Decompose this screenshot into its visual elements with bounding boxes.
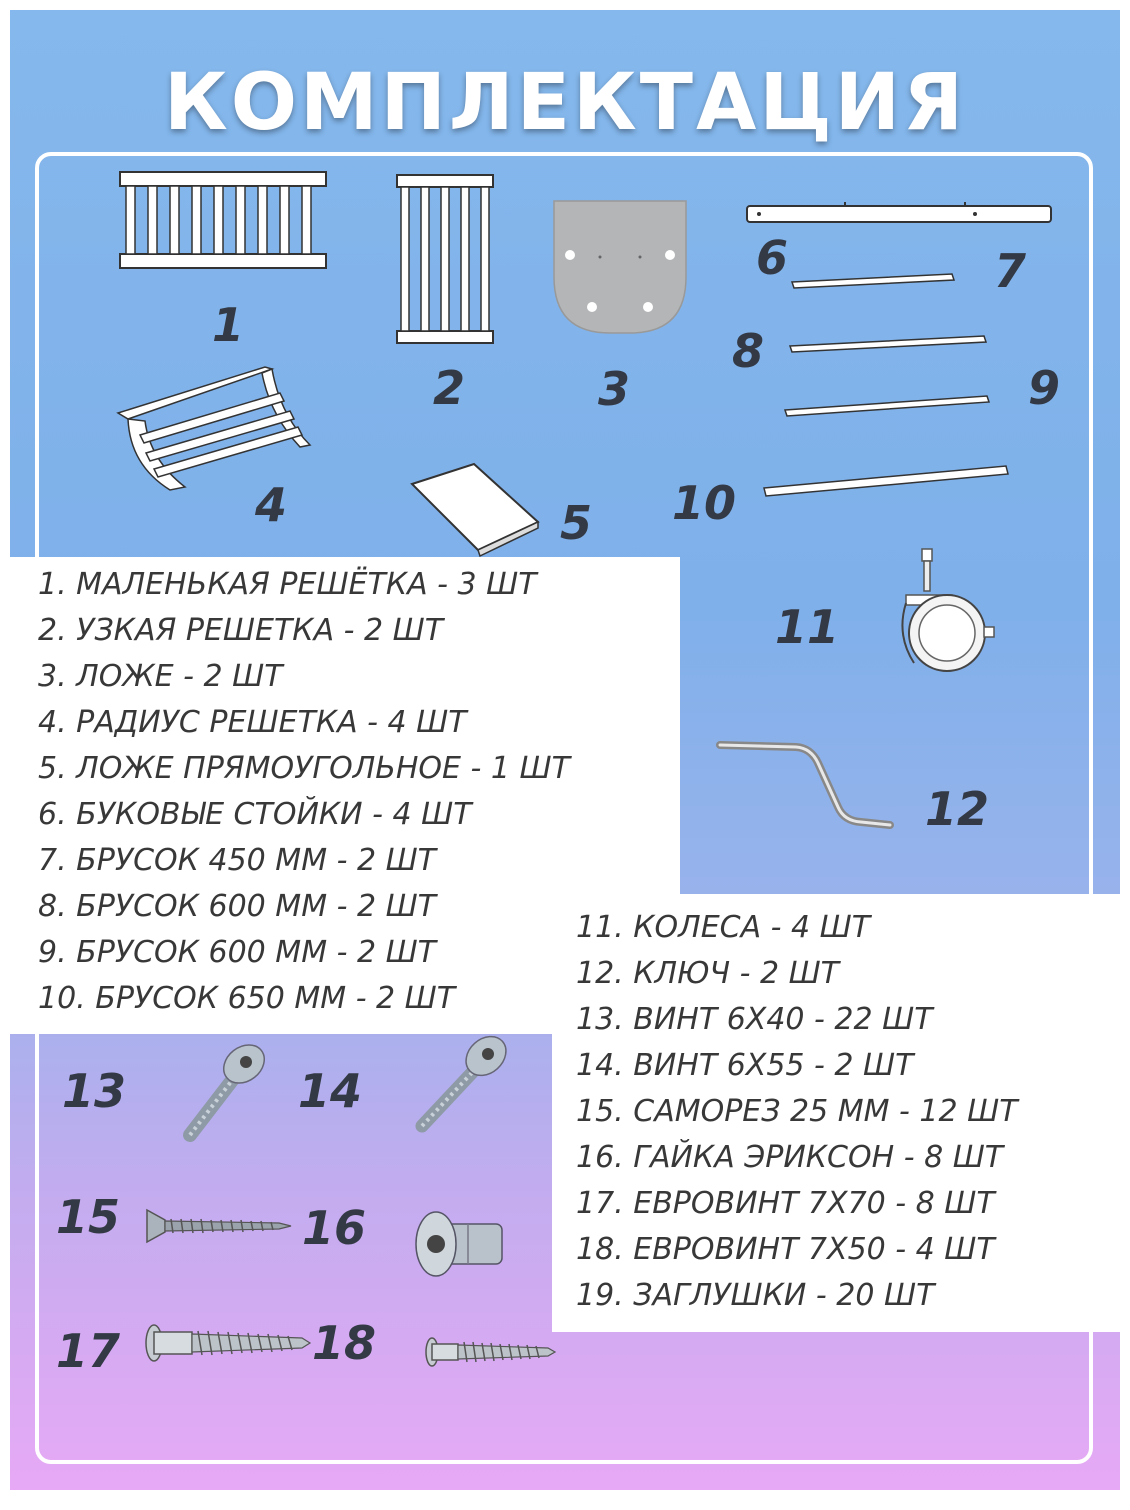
part-number-12: 12	[925, 782, 990, 836]
screw-6x40-illustration	[172, 1040, 272, 1145]
part-number-17: 17	[56, 1324, 121, 1378]
part-number-11: 11	[775, 600, 840, 654]
bar-600-a-illustration	[788, 332, 988, 356]
list-item-1: 1. МАЛЕНЬКАЯ РЕШЁТКА - 3 ШТ	[38, 567, 537, 602]
list-item-6: 6. БУКОВЫЕ СТОЙКИ - 4 ШТ	[38, 797, 472, 832]
part-number-6: 6	[756, 231, 789, 285]
list-item-9: 9. БРУСОК 600 ММ - 2 ШТ	[38, 935, 436, 970]
list-item-17: 17. ЕВРОВИНТ 7Х70 - 8 ШТ	[576, 1186, 995, 1221]
hex-key-illustration	[716, 735, 896, 835]
radius-grate-illustration	[110, 355, 315, 495]
bar-600-b-illustration	[783, 392, 993, 422]
part-number-5: 5	[560, 496, 593, 550]
wheel-illustration	[892, 545, 1002, 675]
list-item-7: 7. БРУСОК 450 ММ - 2 ШТ	[38, 843, 436, 878]
part-number-18: 18	[312, 1316, 377, 1370]
list-item-19: 19. ЗАГЛУШКИ - 20 ШТ	[576, 1278, 935, 1313]
part-number-16: 16	[302, 1201, 367, 1255]
list-item-18: 18. ЕВРОВИНТ 7Х50 - 4 ШТ	[576, 1232, 995, 1267]
list-item-10: 10. БРУСОК 650 ММ - 2 ШТ	[38, 981, 456, 1016]
infographic-canvas	[10, 10, 1120, 1490]
part-number-15: 15	[56, 1190, 121, 1244]
bar-650-illustration	[762, 462, 1010, 502]
list-item-4: 4. РАДИУС РЕШЕТКА - 4 ШТ	[38, 705, 467, 740]
screw-6x55-illustration	[408, 1032, 513, 1137]
part-number-7: 7	[994, 244, 1027, 298]
part-number-14: 14	[298, 1064, 363, 1118]
list-item-3: 3. ЛОЖЕ - 2 ШТ	[38, 659, 283, 694]
list-item-15: 15. САМОРЕЗ 25 ММ - 12 ШТ	[576, 1094, 1018, 1129]
page-title: КОМПЛЕКТАЦИЯ	[163, 58, 967, 148]
part-number-10: 10	[672, 476, 737, 530]
bar-450-illustration	[790, 270, 956, 292]
rectangular-board-illustration	[406, 458, 546, 558]
self-tapping-screw-illustration	[143, 1206, 293, 1246]
list-item-2: 2. УЗКАЯ РЕШЕТКА - 2 ШТ	[38, 613, 444, 648]
list-item-5: 5. ЛОЖЕ ПРЯМОУГОЛЬНОЕ - 1 ШТ	[38, 751, 570, 786]
part-number-2: 2	[433, 361, 466, 415]
list-item-13: 13. ВИНТ 6Х40 - 22 ШТ	[576, 1002, 933, 1037]
eurovint-7x70-illustration	[142, 1318, 312, 1368]
list-item-14: 14. ВИНТ 6Х55 - 2 ШТ	[576, 1048, 914, 1083]
eurovint-7x50-illustration	[422, 1328, 557, 1372]
part-number-9: 9	[1028, 361, 1061, 415]
beech-posts-illustration	[745, 200, 1055, 230]
list-item-12: 12. КЛЮЧ - 2 ШТ	[576, 956, 839, 991]
list-item-11: 11. КОЛЕСА - 4 ШТ	[576, 910, 871, 945]
part-number-1: 1	[212, 298, 245, 352]
part-number-13: 13	[62, 1064, 127, 1118]
list-item-16: 16. ГАЙКА ЭРИКСОН - 8 ШТ	[576, 1140, 1004, 1175]
narrow-grate-illustration	[395, 173, 495, 345]
part-number-8: 8	[732, 324, 765, 378]
list-item-8: 8. БРУСОК 600 ММ - 2 ШТ	[38, 889, 436, 924]
erickson-nut-illustration	[408, 1204, 508, 1284]
small-grate-illustration	[118, 170, 328, 270]
bed-board-illustration	[550, 197, 690, 337]
part-number-4: 4	[255, 478, 288, 532]
part-number-3: 3	[598, 362, 631, 416]
